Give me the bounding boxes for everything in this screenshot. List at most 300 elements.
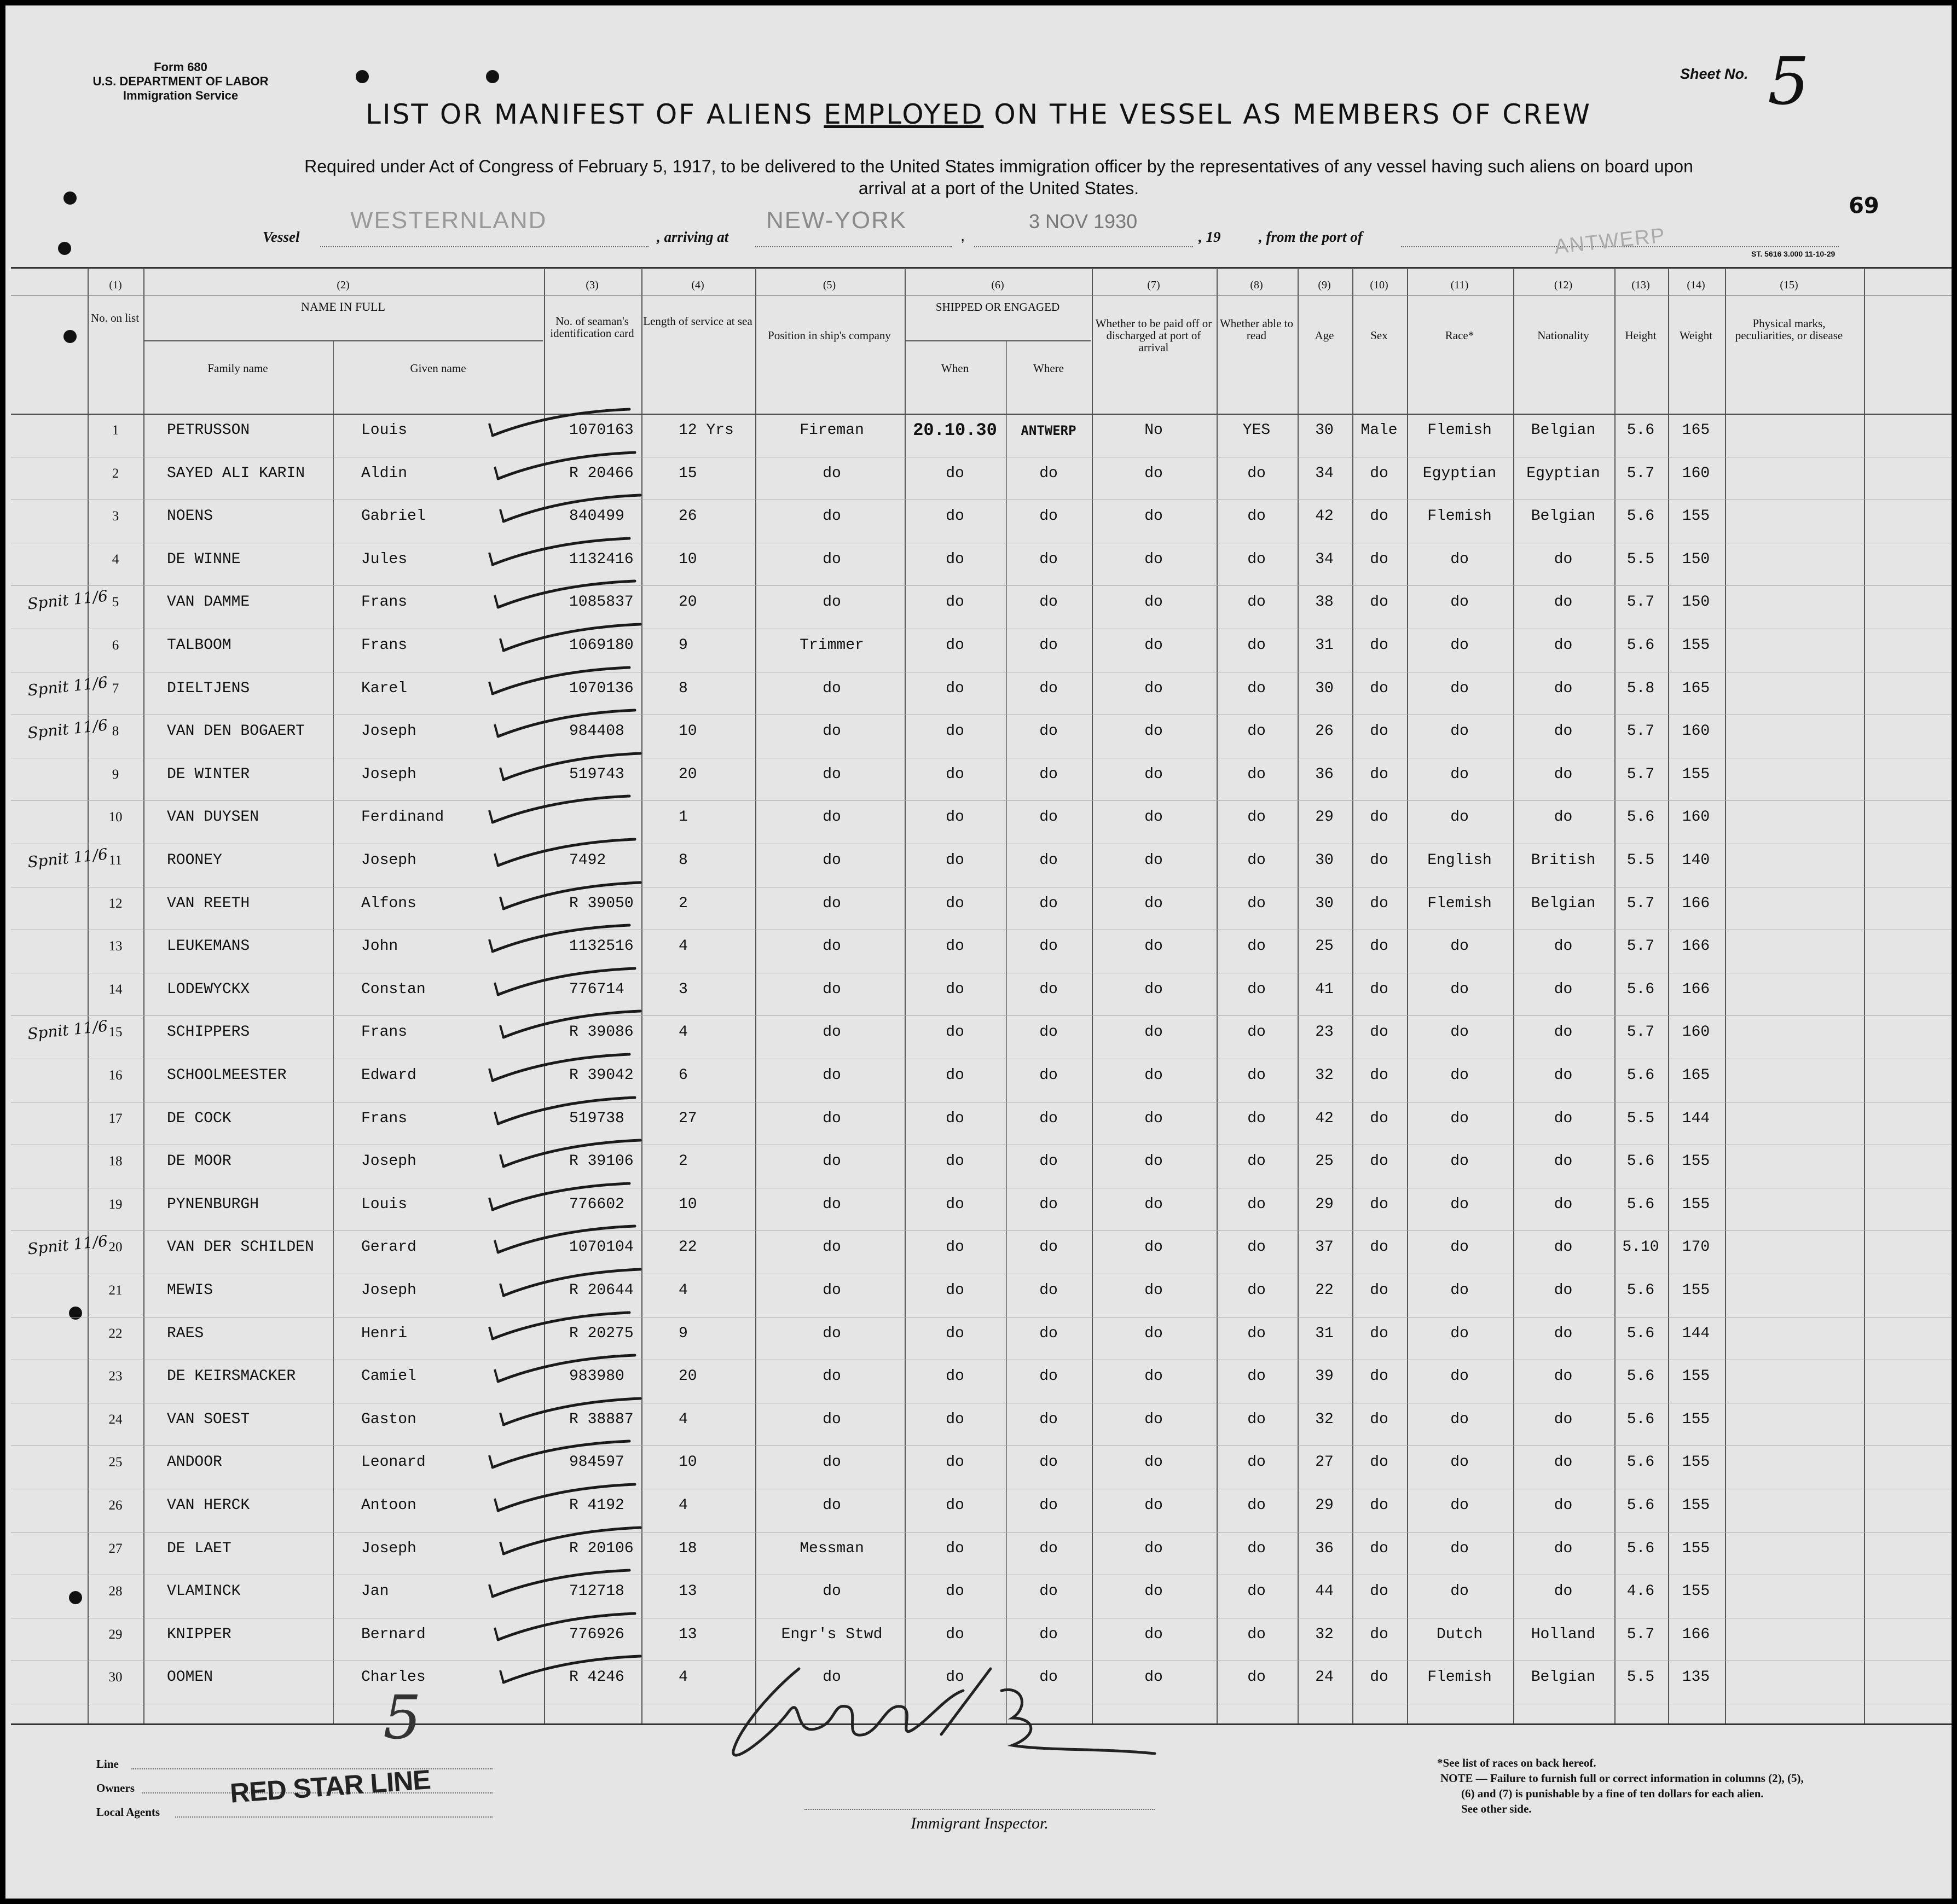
able-to-read: do xyxy=(1247,1626,1266,1643)
row-number: 2 xyxy=(112,466,119,481)
ship-position: do xyxy=(823,1583,841,1600)
nationality: do xyxy=(1554,723,1573,740)
given-name: Jules xyxy=(361,550,408,568)
paid-off: do xyxy=(1144,637,1163,654)
punch-hole xyxy=(486,70,499,83)
ship-position: do xyxy=(823,550,841,568)
form-header xyxy=(77,60,285,103)
date-dotline xyxy=(974,246,1193,247)
agents-dotline xyxy=(175,1816,493,1818)
family-name: DE COCK xyxy=(167,1110,231,1127)
title-part: LIST OR MANIFEST OF ALIENS xyxy=(366,98,824,130)
shipped-when: do xyxy=(946,765,964,783)
required-line-2: arrival at a port of the United States. xyxy=(858,178,1139,198)
age: 42 xyxy=(1315,508,1334,525)
nationality: do xyxy=(1554,1540,1573,1557)
sex: do xyxy=(1370,680,1388,697)
given-name: Gaston xyxy=(361,1410,416,1428)
paid-off: do xyxy=(1144,1195,1163,1213)
seaman-card-no: R 39086 xyxy=(569,1024,634,1041)
margin-annotation: Spnit 11/6 xyxy=(26,1232,109,1258)
sheet-label: Sheet No. xyxy=(1680,66,1748,82)
family-name: VAN DEN BOGAERT xyxy=(167,723,305,740)
age: 22 xyxy=(1315,1282,1334,1299)
able-to-read: do xyxy=(1247,1024,1266,1041)
age: 24 xyxy=(1315,1669,1334,1686)
family-name: TALBOOM xyxy=(167,637,231,654)
service-length: 4 xyxy=(679,1410,688,1428)
seaman-card-no: R 39042 xyxy=(569,1067,634,1084)
line-dotline xyxy=(131,1768,493,1769)
service-length: 3 xyxy=(679,980,688,998)
shipped-where: do xyxy=(1039,1239,1058,1256)
race: Dutch xyxy=(1436,1626,1483,1643)
row-number: 8 xyxy=(112,724,119,739)
height: 5.5 xyxy=(1626,1669,1655,1686)
ship-position: do xyxy=(823,723,841,740)
sex: do xyxy=(1370,508,1388,525)
weight: 165 xyxy=(1682,422,1710,439)
weight: 155 xyxy=(1682,637,1710,654)
race: do xyxy=(1450,1067,1469,1084)
height: 5.6 xyxy=(1626,1282,1655,1299)
given-name: Leonard xyxy=(361,1454,426,1471)
paid-off: do xyxy=(1144,550,1163,568)
ship-position: do xyxy=(823,980,841,998)
age: 34 xyxy=(1315,465,1334,482)
nationality: do xyxy=(1554,1583,1573,1600)
weight: 166 xyxy=(1682,895,1710,912)
shipped-when: do xyxy=(946,1067,964,1084)
race: do xyxy=(1450,1410,1469,1428)
age: 30 xyxy=(1315,680,1334,697)
service-length: 2 xyxy=(679,895,688,912)
height: 5.7 xyxy=(1626,765,1655,783)
column-number: (5) xyxy=(823,279,836,291)
age: 31 xyxy=(1315,1325,1334,1342)
able-to-read: do xyxy=(1247,508,1266,525)
age: 30 xyxy=(1315,852,1334,869)
nationality: do xyxy=(1554,550,1573,568)
paid-off: do xyxy=(1144,594,1163,611)
age: 31 xyxy=(1315,637,1334,654)
paid-off: do xyxy=(1144,1540,1163,1557)
seaman-card-no: 712718 xyxy=(569,1583,624,1600)
column-rule xyxy=(1725,268,1726,1723)
paid-off: do xyxy=(1144,465,1163,482)
row-number: 29 xyxy=(108,1627,123,1642)
arriving-label: , arriving at xyxy=(657,229,729,245)
nationality: do xyxy=(1554,809,1573,826)
row-number: 7 xyxy=(112,681,119,696)
required-line-1: Required under Act of Congress of February 5, 1917, to be delivered to the United States immigration officer by the representatives of any vessel having such aliens on board upon xyxy=(304,156,1693,176)
nationality: Belgian xyxy=(1531,508,1596,525)
given-name: Ferdinand xyxy=(361,809,444,826)
age: 32 xyxy=(1315,1410,1334,1428)
race: Flemish xyxy=(1427,422,1492,439)
race: do xyxy=(1450,594,1469,611)
col-able-read: Whether able to read xyxy=(1219,317,1294,342)
given-name: Frans xyxy=(361,1024,408,1041)
able-to-read: do xyxy=(1247,1410,1266,1428)
col-height: Height xyxy=(1625,329,1657,342)
stock-code: ST. 5616 3.000 11-10-29 xyxy=(1751,249,1836,258)
col-nationality: Nationality xyxy=(1537,329,1589,342)
seaman-card-no: R 38887 xyxy=(569,1410,634,1428)
ship-position: do xyxy=(823,680,841,697)
service-length: 15 xyxy=(679,465,697,482)
shipped-when: do xyxy=(946,723,964,740)
paid-off: do xyxy=(1144,1110,1163,1127)
column-number: (2) xyxy=(337,279,350,291)
family-name: VAN DAMME xyxy=(167,594,250,611)
weight: 155 xyxy=(1682,1368,1710,1385)
nationality: do xyxy=(1554,1454,1573,1471)
race: do xyxy=(1450,1110,1469,1127)
title-part: ON THE VESSEL AS MEMBERS OF CREW xyxy=(983,98,1591,130)
ship-position: do xyxy=(823,1454,841,1471)
height: 5.7 xyxy=(1626,594,1655,611)
height: 5.6 xyxy=(1626,422,1655,439)
row-number: 14 xyxy=(108,982,123,997)
column-number: (11) xyxy=(1450,279,1469,291)
shipped-where: do xyxy=(1039,1195,1058,1213)
shipped-rule xyxy=(905,340,1091,341)
nationality: do xyxy=(1554,1067,1573,1084)
row-number: 28 xyxy=(108,1584,123,1599)
service-length: 9 xyxy=(679,1325,688,1342)
paid-off: do xyxy=(1144,1325,1163,1342)
paid-off: do xyxy=(1144,1454,1163,1471)
sex: do xyxy=(1370,1454,1388,1471)
paid-off: do xyxy=(1144,938,1163,955)
shipped-when: do xyxy=(946,550,964,568)
shipped-where: do xyxy=(1039,1583,1058,1600)
able-to-read: do xyxy=(1247,852,1266,869)
vessel-dotline xyxy=(320,246,649,247)
paid-off: do xyxy=(1144,1024,1163,1041)
able-to-read: do xyxy=(1247,1368,1266,1385)
port-dotline xyxy=(755,246,952,247)
handwritten-count: 5 xyxy=(383,1682,421,1752)
sex: do xyxy=(1370,938,1388,955)
paid-off: do xyxy=(1144,680,1163,697)
shipped-when: do xyxy=(946,1368,964,1385)
shipped-when: do xyxy=(946,852,964,869)
shipped-where: do xyxy=(1039,594,1058,611)
weight: 155 xyxy=(1682,1497,1710,1514)
col-shipped: SHIPPED OR ENGAGED xyxy=(935,300,1060,314)
service-length: 8 xyxy=(679,680,688,697)
margin-annotation: Spnit 11/6 xyxy=(26,587,109,613)
shipped-where: do xyxy=(1039,508,1058,525)
punch-hole xyxy=(63,330,77,343)
ship-position: do xyxy=(823,1368,841,1385)
shipped-when: do xyxy=(946,1410,964,1428)
row-number: 3 xyxy=(112,509,119,524)
weight: 155 xyxy=(1682,765,1710,783)
height: 5.6 xyxy=(1626,1153,1655,1170)
column-number: (3) xyxy=(586,279,599,291)
family-name: RAES xyxy=(167,1325,204,1342)
shipped-where: do xyxy=(1039,1153,1058,1170)
ship-position: do xyxy=(823,938,841,955)
service-length: 1 xyxy=(679,809,688,826)
able-to-read: do xyxy=(1247,980,1266,998)
column-number: (1) xyxy=(109,279,122,291)
able-to-read: do xyxy=(1247,465,1266,482)
sex: do xyxy=(1370,1497,1388,1514)
row-rule xyxy=(11,1015,1952,1016)
service-length: 20 xyxy=(679,594,697,611)
able-to-read: do xyxy=(1247,723,1266,740)
race: do xyxy=(1450,1024,1469,1041)
service-length: 13 xyxy=(679,1626,697,1643)
col-age: Age xyxy=(1315,329,1334,342)
shipped-when: do xyxy=(946,1110,964,1127)
paid-off: do xyxy=(1144,1067,1163,1084)
row-number: 11 xyxy=(108,853,123,868)
seaman-card-no: 1132516 xyxy=(569,938,634,955)
column-number: (4) xyxy=(691,279,704,291)
red-star-line-stamp: RED STAR LINE xyxy=(229,1764,432,1809)
height: 5.6 xyxy=(1626,980,1655,998)
sex: do xyxy=(1370,1282,1388,1299)
given-name: Bernard xyxy=(361,1626,426,1643)
note-line-3: See other side. xyxy=(1461,1802,1532,1815)
paid-off: do xyxy=(1144,852,1163,869)
service-length: 8 xyxy=(679,852,688,869)
column-number: (6) xyxy=(991,279,1004,291)
age: 37 xyxy=(1315,1239,1334,1256)
age: 30 xyxy=(1315,895,1334,912)
given-name: John xyxy=(361,938,398,955)
weight: 155 xyxy=(1682,1153,1710,1170)
weight: 160 xyxy=(1682,465,1710,482)
shipped-when: do xyxy=(946,1626,964,1643)
shipped-when: do xyxy=(946,1497,964,1514)
race: do xyxy=(1450,1325,1469,1342)
paid-off: do xyxy=(1144,1583,1163,1600)
weight: 144 xyxy=(1682,1325,1710,1342)
ship-position: do xyxy=(823,852,841,869)
seaman-card-no: 519743 xyxy=(569,765,624,783)
ship-position: do xyxy=(823,508,841,525)
arrival-port: NEW-YORK xyxy=(766,207,907,234)
able-to-read: do xyxy=(1247,1669,1266,1686)
weight: 166 xyxy=(1682,938,1710,955)
col-race: Race* xyxy=(1445,329,1474,342)
height: 5.7 xyxy=(1626,465,1655,482)
shipped-when: do xyxy=(946,938,964,955)
column-rule xyxy=(755,268,756,1723)
row-number: 16 xyxy=(108,1068,123,1083)
able-to-read: do xyxy=(1247,765,1266,783)
race: do xyxy=(1450,938,1469,955)
shipped-where: do xyxy=(1039,1024,1058,1041)
shipped-where: ANTWERP xyxy=(1021,423,1076,438)
age: 30 xyxy=(1315,422,1334,439)
row-number: 22 xyxy=(108,1326,123,1341)
shipped-where: do xyxy=(1039,550,1058,568)
column-number: (9) xyxy=(1318,279,1331,291)
race: do xyxy=(1450,1540,1469,1557)
able-to-read: do xyxy=(1247,1067,1266,1084)
weight: 160 xyxy=(1682,809,1710,826)
shipped-where: do xyxy=(1039,1540,1058,1557)
shipped-when: do xyxy=(946,465,964,482)
race: do xyxy=(1450,765,1469,783)
row-number: 12 xyxy=(108,896,123,911)
given-name: Charles xyxy=(361,1669,426,1686)
row-number: 27 xyxy=(108,1541,123,1556)
weight: 150 xyxy=(1682,550,1710,568)
given-name: Louis xyxy=(361,422,408,439)
height: 5.6 xyxy=(1626,1540,1655,1557)
age: 32 xyxy=(1315,1626,1334,1643)
shipped-when: do xyxy=(946,1282,964,1299)
family-name: VAN HERCK xyxy=(167,1497,250,1514)
punch-hole xyxy=(58,242,71,255)
row-number: 4 xyxy=(112,552,119,567)
shipped-where: do xyxy=(1039,1410,1058,1428)
shipped-where: do xyxy=(1039,1669,1058,1686)
punch-hole xyxy=(63,191,77,205)
page-number: 69 xyxy=(1849,191,1879,217)
shipped-when: do xyxy=(946,980,964,998)
shipped-when: do xyxy=(946,895,964,912)
seaman-card-no: R 39106 xyxy=(569,1153,634,1170)
sheet-number: 5 xyxy=(1768,44,1810,120)
given-name: Aldin xyxy=(361,465,408,482)
paid-off: do xyxy=(1144,895,1163,912)
paid-off: do xyxy=(1144,1410,1163,1428)
able-to-read: YES xyxy=(1242,422,1271,439)
nationality: do xyxy=(1554,1410,1573,1428)
nationality: do xyxy=(1554,980,1573,998)
race: do xyxy=(1450,680,1469,697)
column-number: (10) xyxy=(1370,279,1388,291)
nationality: do xyxy=(1554,1497,1573,1514)
height: 5.7 xyxy=(1626,1626,1655,1643)
row-rule xyxy=(11,1230,1952,1231)
weight: 166 xyxy=(1682,1626,1710,1643)
ship-position: Messman xyxy=(800,1540,864,1557)
age: 25 xyxy=(1315,1153,1334,1170)
height: 5.7 xyxy=(1626,938,1655,955)
ship-position: do xyxy=(823,1195,841,1213)
ship-position: do xyxy=(823,1282,841,1299)
from-label: , from the port of xyxy=(1259,229,1363,245)
nationality: Holland xyxy=(1531,1626,1596,1643)
seaman-card-no: 776926 xyxy=(569,1626,624,1643)
col-sex: Sex xyxy=(1370,329,1388,342)
row-number: 26 xyxy=(108,1498,123,1513)
service-length: 18 xyxy=(679,1540,697,1557)
family-name: SAYED ALI KARIN xyxy=(167,465,305,482)
weight: 155 xyxy=(1682,1410,1710,1428)
col-position: Position in ship's company xyxy=(768,329,891,342)
nationality: do xyxy=(1554,680,1573,697)
given-name: Antoon xyxy=(361,1497,416,1514)
row-rule xyxy=(11,1532,1952,1533)
family-name: PYNENBURGH xyxy=(167,1195,259,1213)
service-length: 27 xyxy=(679,1110,697,1127)
height: 5.6 xyxy=(1626,1325,1655,1342)
sex: do xyxy=(1370,765,1388,783)
service-name: Immigration Service xyxy=(123,89,239,102)
race: do xyxy=(1450,1239,1469,1256)
age: 34 xyxy=(1315,550,1334,568)
weight: 160 xyxy=(1682,1024,1710,1041)
race: do xyxy=(1450,1153,1469,1170)
inspector-label: Immigrant Inspector. xyxy=(911,1814,1049,1832)
height: 5.5 xyxy=(1626,550,1655,568)
shipped-where: do xyxy=(1039,809,1058,826)
weight: 135 xyxy=(1682,1669,1710,1686)
family-name: LEUKEMANS xyxy=(167,938,250,955)
seaman-card-no: 1070104 xyxy=(569,1239,634,1256)
ship-position: do xyxy=(823,1669,841,1686)
height: 5.5 xyxy=(1626,1110,1655,1127)
ship-position: do xyxy=(823,809,841,826)
nationality: British xyxy=(1531,852,1596,869)
line-label: Line xyxy=(96,1757,119,1771)
paid-off: do xyxy=(1144,765,1163,783)
shipped-when: do xyxy=(946,1583,964,1600)
race: do xyxy=(1450,1583,1469,1600)
family-name: VLAMINCK xyxy=(167,1583,241,1600)
seaman-card-no: 983980 xyxy=(569,1368,624,1385)
sex: do xyxy=(1370,809,1388,826)
seaman-card-no: 1070163 xyxy=(569,422,634,439)
row-number: 18 xyxy=(108,1154,123,1169)
race: Egyptian xyxy=(1422,465,1497,482)
family-name: DE MOOR xyxy=(167,1153,231,1170)
able-to-read: do xyxy=(1247,1583,1266,1600)
given-name: Camiel xyxy=(361,1368,416,1385)
shipped-when: do xyxy=(946,680,964,697)
paid-off: do xyxy=(1144,1239,1163,1256)
column-number: (14) xyxy=(1687,279,1705,291)
given-name: Karel xyxy=(361,680,408,697)
column-rule xyxy=(544,268,545,1723)
departure-port: ANTWERP xyxy=(1553,224,1667,259)
manifest-title xyxy=(5,98,1952,130)
nationality: Belgian xyxy=(1531,895,1596,912)
ship-position: do xyxy=(823,1239,841,1256)
given-name: Frans xyxy=(361,594,408,611)
shipped-where: do xyxy=(1039,723,1058,740)
column-number: (13) xyxy=(1631,279,1650,291)
service-length: 4 xyxy=(679,1497,688,1514)
given-name: Jan xyxy=(361,1583,389,1600)
weight: 170 xyxy=(1682,1239,1710,1256)
col-no-on-list: No. on list xyxy=(90,311,140,324)
able-to-read: do xyxy=(1247,1454,1266,1471)
height: 5.6 xyxy=(1626,1454,1655,1471)
age: 32 xyxy=(1315,1067,1334,1084)
family-name: VAN DER SCHILDEN xyxy=(167,1239,314,1256)
ship-position: do xyxy=(823,895,841,912)
shipped-where: do xyxy=(1039,1325,1058,1342)
shipped-where: do xyxy=(1039,895,1058,912)
family-name: PETRUSSON xyxy=(167,422,250,439)
able-to-read: do xyxy=(1247,895,1266,912)
col-given-name: Given name xyxy=(410,362,466,375)
paid-off: do xyxy=(1144,1153,1163,1170)
row-rule xyxy=(11,800,1952,801)
